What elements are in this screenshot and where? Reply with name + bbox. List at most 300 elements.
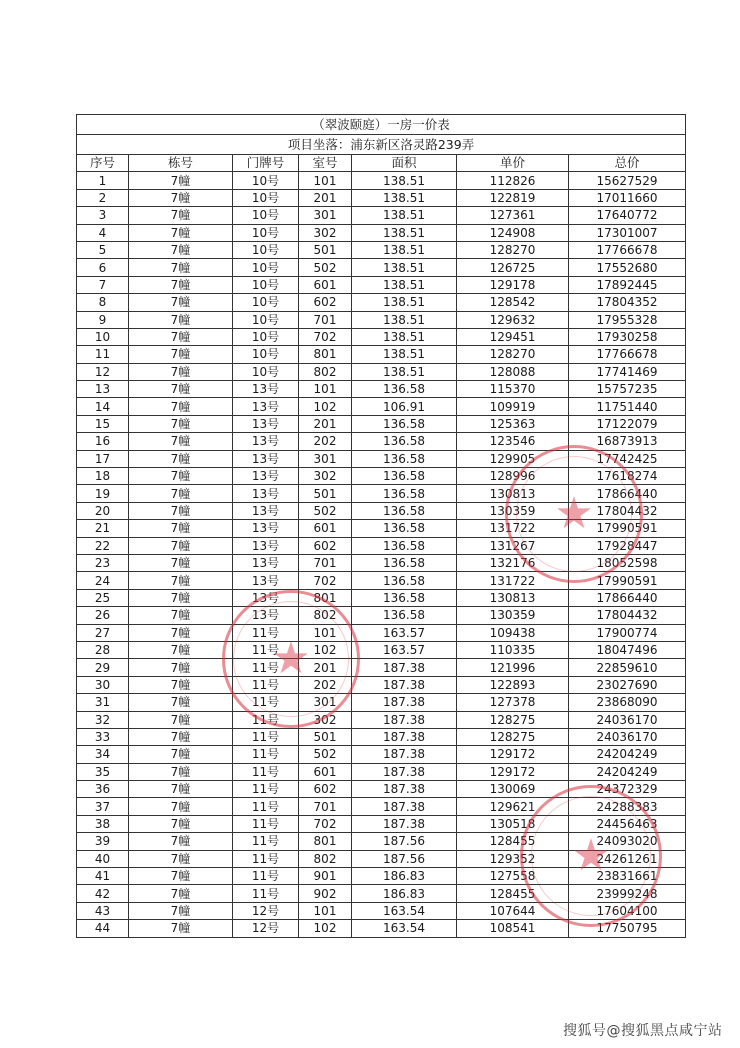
door-number-cell: 11号 <box>233 659 299 676</box>
room-number-cell: 302 <box>299 711 352 728</box>
total-price-cell: 18047496 <box>569 641 686 658</box>
door-number-cell: 12号 <box>233 920 299 937</box>
row-number-cell: 22 <box>77 537 129 554</box>
table-row <box>77 694 686 711</box>
unit-price-cell: 131722 <box>457 520 569 537</box>
total-price-cell: 17604100 <box>569 902 686 919</box>
table-row <box>77 381 686 398</box>
area-cell: 163.54 <box>352 902 457 919</box>
table-row <box>77 398 686 415</box>
unit-price-cell: 107644 <box>457 902 569 919</box>
table-row <box>77 624 686 641</box>
unit-price-cell: 130518 <box>457 815 569 832</box>
room-number-cell: 201 <box>299 189 352 206</box>
row-number-cell: 17 <box>77 450 129 467</box>
unit-price-cell: 127558 <box>457 868 569 885</box>
building-number-cell: 7幢 <box>129 520 233 537</box>
table-title: （翠波颐庭）一房一价表 <box>77 115 686 135</box>
room-number-cell: 802 <box>299 607 352 624</box>
area-cell: 106.91 <box>352 398 457 415</box>
door-number-cell: 11号 <box>233 694 299 711</box>
total-price-cell: 24036170 <box>569 711 686 728</box>
area-cell: 163.57 <box>352 624 457 641</box>
total-price-cell: 23999248 <box>569 885 686 902</box>
area-cell: 187.38 <box>352 659 457 676</box>
area-cell: 136.58 <box>352 537 457 554</box>
row-number-cell: 27 <box>77 624 129 641</box>
door-number-cell: 13号 <box>233 537 299 554</box>
table-row <box>77 572 686 589</box>
unit-price-cell: 125363 <box>457 415 569 432</box>
area-cell: 187.38 <box>352 798 457 815</box>
total-price-cell: 24261261 <box>569 850 686 867</box>
room-number-cell: 601 <box>299 763 352 780</box>
door-number-cell: 11号 <box>233 885 299 902</box>
unit-price-cell: 109438 <box>457 624 569 641</box>
row-number-cell: 28 <box>77 641 129 658</box>
total-price-cell: 24288383 <box>569 798 686 815</box>
row-number-cell: 38 <box>77 815 129 832</box>
door-number-cell: 13号 <box>233 572 299 589</box>
room-number-cell: 502 <box>299 259 352 276</box>
row-number-cell: 40 <box>77 850 129 867</box>
total-price-cell: 23027690 <box>569 676 686 693</box>
room-number-cell: 801 <box>299 346 352 363</box>
row-number-cell: 4 <box>77 224 129 241</box>
door-number-cell: 13号 <box>233 554 299 571</box>
table-row <box>77 468 686 485</box>
door-number-cell: 13号 <box>233 433 299 450</box>
door-number-cell: 11号 <box>233 850 299 867</box>
unit-price-cell: 127361 <box>457 207 569 224</box>
seal-star-icon: ★ <box>554 488 594 539</box>
unit-price-cell: 129451 <box>457 328 569 345</box>
building-number-cell: 7幢 <box>129 728 233 745</box>
area-cell: 136.58 <box>352 607 457 624</box>
room-number-cell: 802 <box>299 363 352 380</box>
building-number-cell: 7幢 <box>129 850 233 867</box>
room-number-cell: 501 <box>299 485 352 502</box>
area-cell: 136.58 <box>352 554 457 571</box>
total-price-cell: 17766678 <box>569 346 686 363</box>
table-row <box>77 172 686 189</box>
table-row <box>77 781 686 798</box>
area-cell: 187.38 <box>352 694 457 711</box>
door-number-cell: 10号 <box>233 259 299 276</box>
door-number-cell: 13号 <box>233 450 299 467</box>
total-price-cell: 17552680 <box>569 259 686 276</box>
area-cell: 187.38 <box>352 763 457 780</box>
unit-price-cell: 131722 <box>457 572 569 589</box>
row-number-cell: 1 <box>77 172 129 189</box>
building-number-cell: 7幢 <box>129 241 233 258</box>
area-cell: 187.38 <box>352 746 457 763</box>
area-cell: 187.38 <box>352 711 457 728</box>
total-price-cell: 22859610 <box>569 659 686 676</box>
row-number-cell: 12 <box>77 363 129 380</box>
door-number-cell: 13号 <box>233 485 299 502</box>
row-number-cell: 8 <box>77 294 129 311</box>
unit-price-cell: 126725 <box>457 259 569 276</box>
building-number-cell: 7幢 <box>129 189 233 206</box>
table-row <box>77 520 686 537</box>
total-price-cell: 17990591 <box>569 572 686 589</box>
row-number-cell: 42 <box>77 885 129 902</box>
unit-price-cell: 128275 <box>457 728 569 745</box>
building-number-cell: 7幢 <box>129 276 233 293</box>
building-number-cell: 7幢 <box>129 485 233 502</box>
table-row <box>77 241 686 258</box>
room-number-cell: 701 <box>299 554 352 571</box>
building-number-cell: 7幢 <box>129 833 233 850</box>
room-number-cell: 101 <box>299 902 352 919</box>
unit-price-cell: 115370 <box>457 381 569 398</box>
unit-price-cell: 122819 <box>457 189 569 206</box>
area-cell: 136.58 <box>352 572 457 589</box>
area-cell: 136.58 <box>352 415 457 432</box>
building-number-cell: 7幢 <box>129 468 233 485</box>
row-number-cell: 30 <box>77 676 129 693</box>
row-number-cell: 16 <box>77 433 129 450</box>
door-number-cell: 13号 <box>233 381 299 398</box>
column-header: 室号 <box>299 155 352 172</box>
room-number-cell: 202 <box>299 676 352 693</box>
seal-star-icon: ★ <box>271 633 311 684</box>
row-number-cell: 10 <box>77 328 129 345</box>
total-price-cell: 24093020 <box>569 833 686 850</box>
building-number-cell: 7幢 <box>129 711 233 728</box>
total-price-cell: 17900774 <box>569 624 686 641</box>
total-price-cell: 17804432 <box>569 502 686 519</box>
row-number-cell: 15 <box>77 415 129 432</box>
area-cell: 138.51 <box>352 363 457 380</box>
area-cell: 138.51 <box>352 276 457 293</box>
area-cell: 138.51 <box>352 294 457 311</box>
door-number-cell: 10号 <box>233 241 299 258</box>
table-row <box>77 485 686 502</box>
table-row <box>77 346 686 363</box>
unit-price-cell: 130069 <box>457 781 569 798</box>
building-number-cell: 7幢 <box>129 694 233 711</box>
table-row <box>77 920 686 937</box>
row-number-cell: 32 <box>77 711 129 728</box>
total-price-cell: 17990591 <box>569 520 686 537</box>
unit-price-cell: 132176 <box>457 554 569 571</box>
table-row <box>77 224 686 241</box>
room-number-cell: 702 <box>299 572 352 589</box>
row-number-cell: 9 <box>77 311 129 328</box>
room-number-cell: 202 <box>299 433 352 450</box>
total-price-cell: 24456463 <box>569 815 686 832</box>
area-cell: 186.83 <box>352 885 457 902</box>
room-number-cell: 601 <box>299 520 352 537</box>
price-table <box>76 114 686 938</box>
table-row <box>77 328 686 345</box>
area-cell: 136.58 <box>352 468 457 485</box>
area-cell: 136.58 <box>352 589 457 606</box>
table-row <box>77 415 686 432</box>
building-number-cell: 7幢 <box>129 815 233 832</box>
area-cell: 136.58 <box>352 381 457 398</box>
unit-price-cell: 129352 <box>457 850 569 867</box>
unit-price-cell: 130359 <box>457 502 569 519</box>
source-watermark: 搜狐号@搜狐黑点咸宁站 <box>563 1023 723 1039</box>
table-row <box>77 554 686 571</box>
row-number-cell: 37 <box>77 798 129 815</box>
room-number-cell: 801 <box>299 589 352 606</box>
total-price-cell: 17618274 <box>569 468 686 485</box>
column-header: 单价 <box>457 155 569 172</box>
table-row <box>77 363 686 380</box>
unit-price-cell: 129172 <box>457 746 569 763</box>
building-number-cell: 7幢 <box>129 572 233 589</box>
unit-price-cell: 121996 <box>457 659 569 676</box>
door-number-cell: 10号 <box>233 294 299 311</box>
building-number-cell: 7幢 <box>129 259 233 276</box>
row-number-cell: 19 <box>77 485 129 502</box>
building-number-cell: 7幢 <box>129 624 233 641</box>
total-price-cell: 17892445 <box>569 276 686 293</box>
door-number-cell: 10号 <box>233 328 299 345</box>
column-header: 门牌号 <box>233 155 299 172</box>
room-number-cell: 301 <box>299 450 352 467</box>
room-number-cell: 702 <box>299 328 352 345</box>
room-number-cell: 102 <box>299 398 352 415</box>
total-price-cell: 17640772 <box>569 207 686 224</box>
unit-price-cell: 122893 <box>457 676 569 693</box>
door-number-cell: 13号 <box>233 607 299 624</box>
table-row <box>77 763 686 780</box>
door-number-cell: 11号 <box>233 798 299 815</box>
unit-price-cell: 127378 <box>457 694 569 711</box>
building-number-cell: 7幢 <box>129 641 233 658</box>
table-row <box>77 502 686 519</box>
row-number-cell: 25 <box>77 589 129 606</box>
row-number-cell: 21 <box>77 520 129 537</box>
row-number-cell: 43 <box>77 902 129 919</box>
total-price-cell: 11751440 <box>569 398 686 415</box>
building-number-cell: 7幢 <box>129 607 233 624</box>
total-price-cell: 17750795 <box>569 920 686 937</box>
room-number-cell: 201 <box>299 415 352 432</box>
door-number-cell: 10号 <box>233 276 299 293</box>
unit-price-cell: 129632 <box>457 311 569 328</box>
room-number-cell: 101 <box>299 172 352 189</box>
unit-price-cell: 131267 <box>457 537 569 554</box>
room-number-cell: 901 <box>299 868 352 885</box>
unit-price-cell: 130813 <box>457 485 569 502</box>
row-number-cell: 35 <box>77 763 129 780</box>
row-number-cell: 41 <box>77 868 129 885</box>
table-row <box>77 711 686 728</box>
door-number-cell: 13号 <box>233 398 299 415</box>
area-cell: 138.51 <box>352 189 457 206</box>
row-number-cell: 36 <box>77 781 129 798</box>
building-number-cell: 7幢 <box>129 781 233 798</box>
area-cell: 136.58 <box>352 502 457 519</box>
unit-price-cell: 130813 <box>457 589 569 606</box>
door-number-cell: 13号 <box>233 520 299 537</box>
table-row <box>77 537 686 554</box>
row-number-cell: 23 <box>77 554 129 571</box>
area-cell: 138.51 <box>352 311 457 328</box>
door-number-cell: 13号 <box>233 589 299 606</box>
table-row <box>77 276 686 293</box>
room-number-cell: 501 <box>299 241 352 258</box>
unit-price-cell: 129172 <box>457 763 569 780</box>
room-number-cell: 101 <box>299 381 352 398</box>
row-number-cell: 14 <box>77 398 129 415</box>
table-row <box>77 641 686 658</box>
room-number-cell: 301 <box>299 694 352 711</box>
door-number-cell: 13号 <box>233 502 299 519</box>
unit-price-cell: 123546 <box>457 433 569 450</box>
column-header: 栋号 <box>129 155 233 172</box>
row-number-cell: 13 <box>77 381 129 398</box>
area-cell: 136.58 <box>352 520 457 537</box>
total-price-cell: 24204249 <box>569 746 686 763</box>
building-number-cell: 7幢 <box>129 589 233 606</box>
area-cell: 187.38 <box>352 728 457 745</box>
door-number-cell: 11号 <box>233 728 299 745</box>
door-number-cell: 10号 <box>233 346 299 363</box>
location-row <box>77 135 686 155</box>
room-number-cell: 502 <box>299 502 352 519</box>
unit-price-cell: 128275 <box>457 711 569 728</box>
area-cell: 163.57 <box>352 641 457 658</box>
unit-price-cell: 128542 <box>457 294 569 311</box>
total-price-cell: 17011660 <box>569 189 686 206</box>
column-header: 面积 <box>352 155 457 172</box>
row-number-cell: 5 <box>77 241 129 258</box>
total-price-cell: 17741469 <box>569 363 686 380</box>
total-price-cell: 17955328 <box>569 311 686 328</box>
area-cell: 138.51 <box>352 224 457 241</box>
row-number-cell: 6 <box>77 259 129 276</box>
table-row <box>77 259 686 276</box>
total-price-cell: 17804352 <box>569 294 686 311</box>
unit-price-cell: 128455 <box>457 885 569 902</box>
building-number-cell: 7幢 <box>129 659 233 676</box>
area-cell: 187.56 <box>352 833 457 850</box>
door-number-cell: 10号 <box>233 172 299 189</box>
door-number-cell: 11号 <box>233 676 299 693</box>
unit-price-cell: 109919 <box>457 398 569 415</box>
room-number-cell: 801 <box>299 833 352 850</box>
table-row <box>77 850 686 867</box>
room-number-cell: 701 <box>299 798 352 815</box>
table-row <box>77 746 686 763</box>
total-price-cell: 17122079 <box>569 415 686 432</box>
column-header: 总价 <box>569 155 686 172</box>
area-cell: 138.51 <box>352 172 457 189</box>
room-number-cell: 702 <box>299 815 352 832</box>
row-number-cell: 33 <box>77 728 129 745</box>
unit-price-cell: 129621 <box>457 798 569 815</box>
seal-star-icon: ★ <box>571 830 611 881</box>
table-row <box>77 294 686 311</box>
total-price-cell: 24204249 <box>569 763 686 780</box>
row-number-cell: 34 <box>77 746 129 763</box>
building-number-cell: 7幢 <box>129 885 233 902</box>
area-cell: 136.58 <box>352 433 457 450</box>
area-cell: 163.54 <box>352 920 457 937</box>
table-row <box>77 589 686 606</box>
building-number-cell: 7幢 <box>129 328 233 345</box>
door-number-cell: 11号 <box>233 711 299 728</box>
row-number-cell: 3 <box>77 207 129 224</box>
table-row <box>77 433 686 450</box>
building-number-cell: 7幢 <box>129 902 233 919</box>
area-cell: 187.38 <box>352 781 457 798</box>
area-cell: 136.58 <box>352 485 457 502</box>
building-number-cell: 7幢 <box>129 207 233 224</box>
door-number-cell: 11号 <box>233 624 299 641</box>
building-number-cell: 7幢 <box>129 363 233 380</box>
door-number-cell: 11号 <box>233 781 299 798</box>
total-price-cell: 17766678 <box>569 241 686 258</box>
room-number-cell: 201 <box>299 659 352 676</box>
table-row <box>77 659 686 676</box>
unit-price-cell: 110335 <box>457 641 569 658</box>
table-row <box>77 833 686 850</box>
room-number-cell: 501 <box>299 728 352 745</box>
building-number-cell: 7幢 <box>129 502 233 519</box>
total-price-cell: 23868090 <box>569 694 686 711</box>
room-number-cell: 602 <box>299 294 352 311</box>
table-row <box>77 189 686 206</box>
total-price-cell: 17742425 <box>569 450 686 467</box>
room-number-cell: 602 <box>299 781 352 798</box>
area-cell: 138.51 <box>352 346 457 363</box>
area-cell: 186.83 <box>352 868 457 885</box>
building-number-cell: 7幢 <box>129 676 233 693</box>
room-number-cell: 102 <box>299 920 352 937</box>
room-number-cell: 602 <box>299 537 352 554</box>
unit-price-cell: 129178 <box>457 276 569 293</box>
building-number-cell: 7幢 <box>129 868 233 885</box>
column-header: 序号 <box>77 155 129 172</box>
area-cell: 138.51 <box>352 207 457 224</box>
area-cell: 138.51 <box>352 241 457 258</box>
total-price-cell: 15627529 <box>569 172 686 189</box>
total-price-cell: 17866440 <box>569 589 686 606</box>
room-number-cell: 701 <box>299 311 352 328</box>
unit-price-cell: 108541 <box>457 920 569 937</box>
door-number-cell: 10号 <box>233 224 299 241</box>
table-row <box>77 815 686 832</box>
table-row <box>77 902 686 919</box>
unit-price-cell: 128270 <box>457 241 569 258</box>
building-number-cell: 7幢 <box>129 450 233 467</box>
building-number-cell: 7幢 <box>129 746 233 763</box>
table-row <box>77 798 686 815</box>
area-cell: 136.58 <box>352 450 457 467</box>
row-number-cell: 7 <box>77 276 129 293</box>
total-price-cell: 23831661 <box>569 868 686 885</box>
row-number-cell: 44 <box>77 920 129 937</box>
title-row <box>77 115 686 135</box>
building-number-cell: 7幢 <box>129 920 233 937</box>
project-location: 项目坐落：浦东新区洛灵路239弄 <box>77 135 686 155</box>
area-cell: 138.51 <box>352 328 457 345</box>
building-number-cell: 7幢 <box>129 381 233 398</box>
room-number-cell: 302 <box>299 468 352 485</box>
row-number-cell: 39 <box>77 833 129 850</box>
door-number-cell: 11号 <box>233 746 299 763</box>
building-number-cell: 7幢 <box>129 346 233 363</box>
unit-price-cell: 128996 <box>457 468 569 485</box>
